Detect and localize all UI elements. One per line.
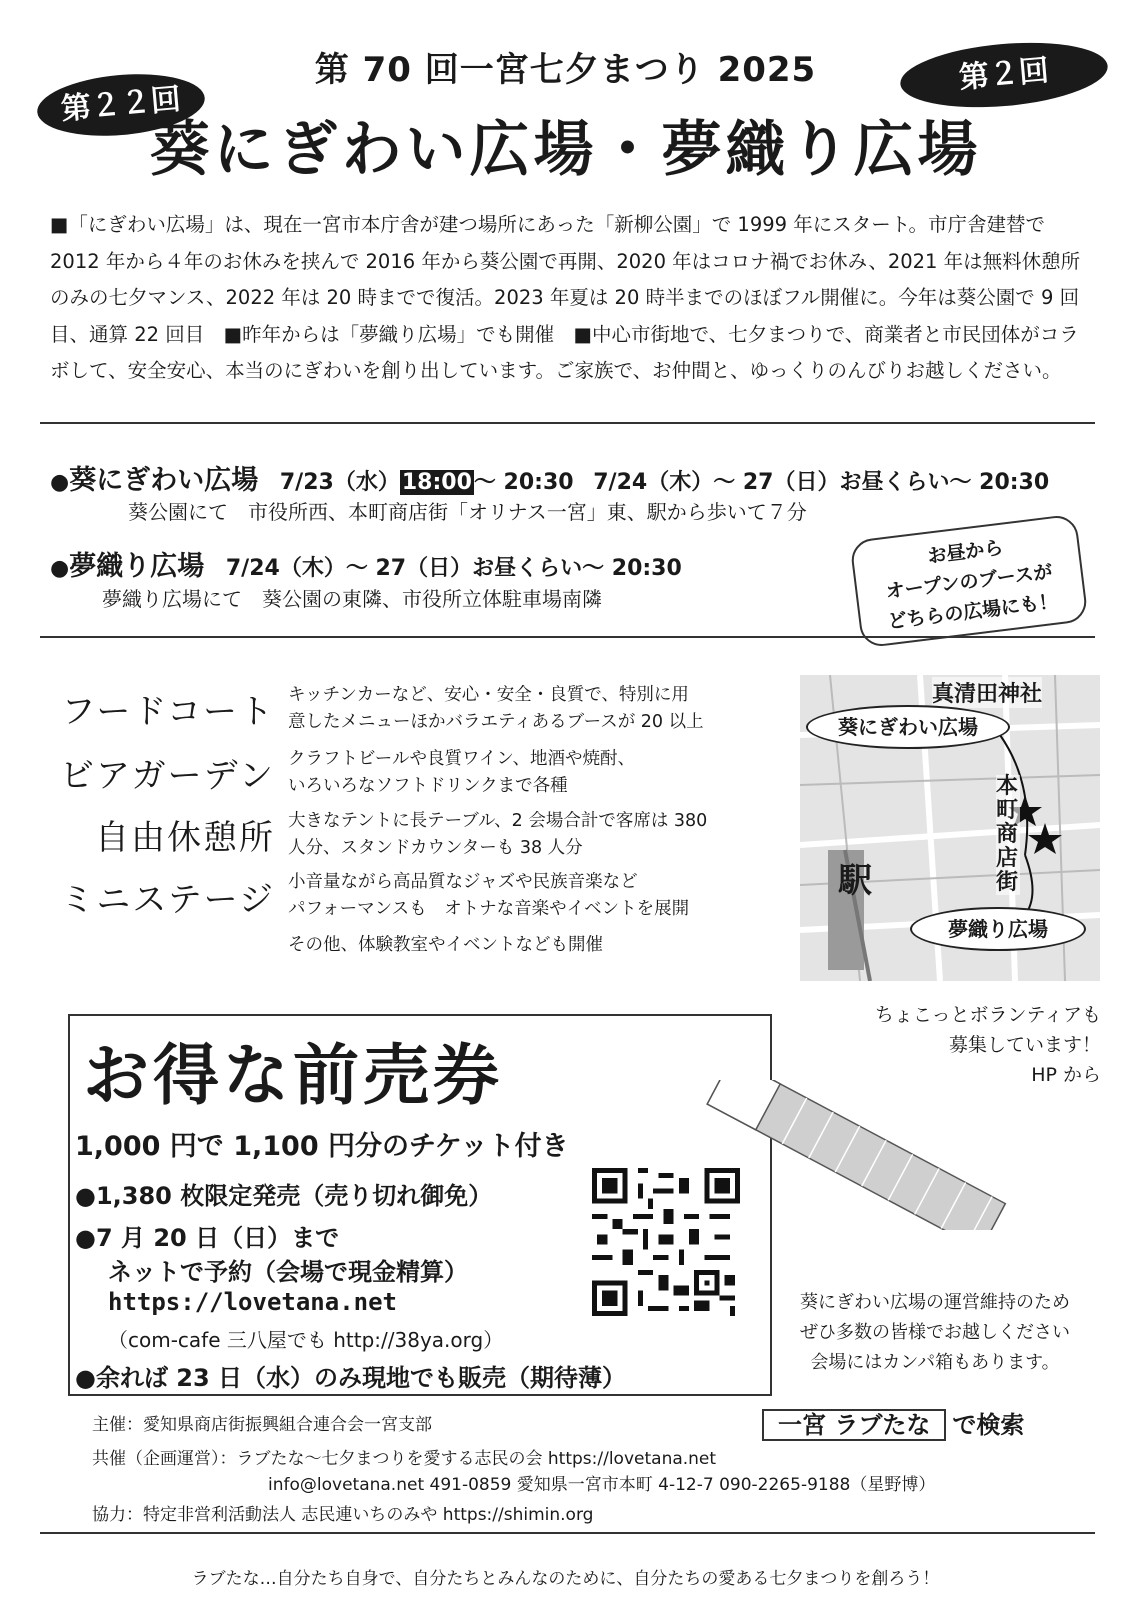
callout-line: オープンのブースが — [884, 560, 1054, 604]
map-shrine-label: 真清田神社 — [932, 677, 1042, 708]
ticket-strip-graphic — [700, 1080, 1010, 1230]
feature-desc-line: 大きなテントに長テーブル、2 会場合計で客席は 380 — [288, 811, 708, 831]
credit-cooperation: 協力：特定非営利活動法人 志民連いちのみや https://shimin.org — [92, 1505, 594, 1525]
support-line: ぜひ多数の皆様でお越しください — [800, 1322, 1070, 1343]
venue-aoi-location: 葵公園にて 市役所西、本町商店街「オリナス一宮」東、駅から歩いて７分 — [128, 500, 807, 524]
divider — [40, 422, 1095, 424]
volunteer-line: 募集しています！ — [948, 1034, 1101, 1056]
venue-end-time: ～ 20:30 — [473, 470, 574, 495]
ticket-url-link[interactable]: https://lovetana.net — [108, 1288, 397, 1316]
feature-desc-line: キッチンカーなど、安心・安全・良質で、特別に用 — [288, 685, 689, 705]
credit-contact: info@lovetana.net 491-0859 愛知県一宮市本町 4-12-7 090-2265-9188（星野博） — [268, 1475, 936, 1495]
map-street-label: 本町商店街 — [996, 774, 1019, 895]
callout-line: お昼から — [926, 536, 1005, 568]
venue-name: 夢織り広場 — [69, 551, 205, 582]
feature-desc-line: 意したメニューほかバラエティあるブースが 20 以上 — [288, 712, 704, 732]
feature-desc-ministage — [288, 869, 788, 923]
venue-date: 7/23（水） — [279, 470, 400, 495]
ticket-subtitle: 1,000 円で 1,100 円分のチケット付き — [75, 1131, 569, 1162]
support-line: 葵にぎわい広場の運営維持のため — [800, 1292, 1070, 1313]
ticket-reserve-note: ネットで予約（会場で現金精算） — [108, 1258, 468, 1286]
divider — [40, 636, 1095, 638]
feature-name-beergarden: ビアガーデン — [60, 756, 275, 796]
search-suffix: で検索 — [952, 1411, 1025, 1439]
support-message — [770, 1288, 1100, 1378]
feature-desc-line: 人分、スタンドカウンターも 38 人分 — [288, 838, 583, 858]
ticket-onsite-sale: ●余れば 23 日（水）のみ現地でも販売（期待薄） — [75, 1364, 627, 1392]
map-venue2-label: 夢織り広場 — [910, 907, 1086, 951]
map-station-label: 駅 — [838, 861, 872, 901]
search-term: 一宮 ラブたな — [762, 1409, 946, 1441]
feature-desc-beergarden — [288, 746, 788, 800]
search-prompt — [762, 1405, 1024, 1440]
feature-desc-line: クラフトビールや良質ワイン、地酒や焼酎、 — [288, 749, 636, 769]
volunteer-notice — [875, 1000, 1101, 1090]
volunteer-line: HP から — [1031, 1064, 1101, 1086]
feature-name-ministage: ミニステージ — [60, 880, 275, 920]
venue-yumeori-location: 夢織り広場にて 葵公園の東隣、市役所立体駐車場南隣 — [102, 587, 602, 611]
feature-other: その他、体験教室やイベントなども開催 — [288, 935, 603, 955]
main-title: 葵にぎわい広場・夢織り広場 — [149, 115, 982, 185]
start-time-highlight: 18:00 — [401, 470, 472, 495]
intro-paragraph: ■「にぎわい広場」は、現在一宮市本庁舎が建つ場所にあった「新柳公園」で 1999 年にスタート。市庁舎建替で 2012 年から４年のお休みを挟んで 2016 年から葵公園で再開、2020 年はコロナ禍でお休み、2021 年は無料休憩所のみの七夕マンス、2022 年は 20 時までで復活。2023 年夏は 20 時半までのほぼフル開催に。今年は葵公園で 9 回目、通算 22 回目 ■昨年からは「夢織り広場」でも開催 ■中心市街地で、七夕まつりで、商業者と市民団体がコラボして、安全安心、本当のにぎわいを創り出しています。ご家族で、お仲間と、ゆっくりのんびりお越しください。 — [50, 213, 1081, 382]
ticket-limit: ●1,380 枚限定発売（売り切れ御免） — [75, 1182, 493, 1210]
bullet: ● — [50, 470, 70, 495]
edition-badge-left: 第２２回 — [35, 68, 208, 142]
venue-date: 7/24（木）～ 27（日）お昼くらい～ 20:30 — [593, 470, 1050, 495]
feature-desc-line: パフォーマンスも オトナな音楽やイベントを展開 — [288, 899, 690, 919]
feature-desc-rest-area — [288, 808, 788, 862]
event-title: 第 70 回一宮七夕まつり 2025 — [314, 50, 817, 90]
support-line: 会場にはカンパ箱もあります。 — [810, 1352, 1060, 1373]
divider — [40, 1532, 1095, 1534]
venue-map — [800, 675, 1100, 981]
footer-slogan: ラブたな…自分たち自身で、自分たちとみんなのために、自分たちの愛ある七夕まつりを創ろう！ — [191, 1569, 940, 1589]
venue-yumeori-schedule — [50, 544, 682, 583]
map-venue1-label: 葵にぎわい広場 — [806, 705, 1010, 749]
venue-name: 葵にぎわい広場 — [69, 465, 259, 496]
feature-desc-foodcourt — [288, 682, 788, 736]
open-booth-callout — [849, 514, 1088, 649]
bullet: ● — [50, 556, 70, 581]
feature-name-foodcourt: フードコート — [61, 692, 275, 732]
feature-name-rest-area: 自由休憩所 — [95, 818, 275, 858]
ticket-title: お得な前売券 — [83, 1037, 503, 1114]
venue-aoi-schedule — [50, 458, 1049, 497]
edition-badge-right: 第２回 — [898, 35, 1111, 115]
feature-desc-line: 小音量ながら高品質なジャズや民族音楽など — [288, 872, 638, 892]
credit-co-host: 共催（企画運営）：ラブたな～七夕まつりを愛する志民の会 https://lovetana.net — [92, 1449, 717, 1469]
ticket-deadline: ●7 月 20 日（日）まで — [75, 1224, 340, 1252]
venue-date: 7/24（木）～ 27（日）お昼くらい～ 20:30 — [225, 556, 682, 581]
callout-line: どちらの広場にも！ — [886, 590, 1059, 634]
credit-host: 主催：愛知県商店街振興組合連合会一宮支部 — [92, 1415, 432, 1435]
volunteer-line: ちょこっとボランティアも — [874, 1004, 1101, 1026]
feature-desc-line: いろいろなソフトドリンクまで各種 — [288, 776, 568, 796]
ticket-alt-shop: （com-cafe 三八屋でも http://38ya.org） — [108, 1328, 504, 1352]
ticket-strip-image — [700, 1080, 1010, 1230]
